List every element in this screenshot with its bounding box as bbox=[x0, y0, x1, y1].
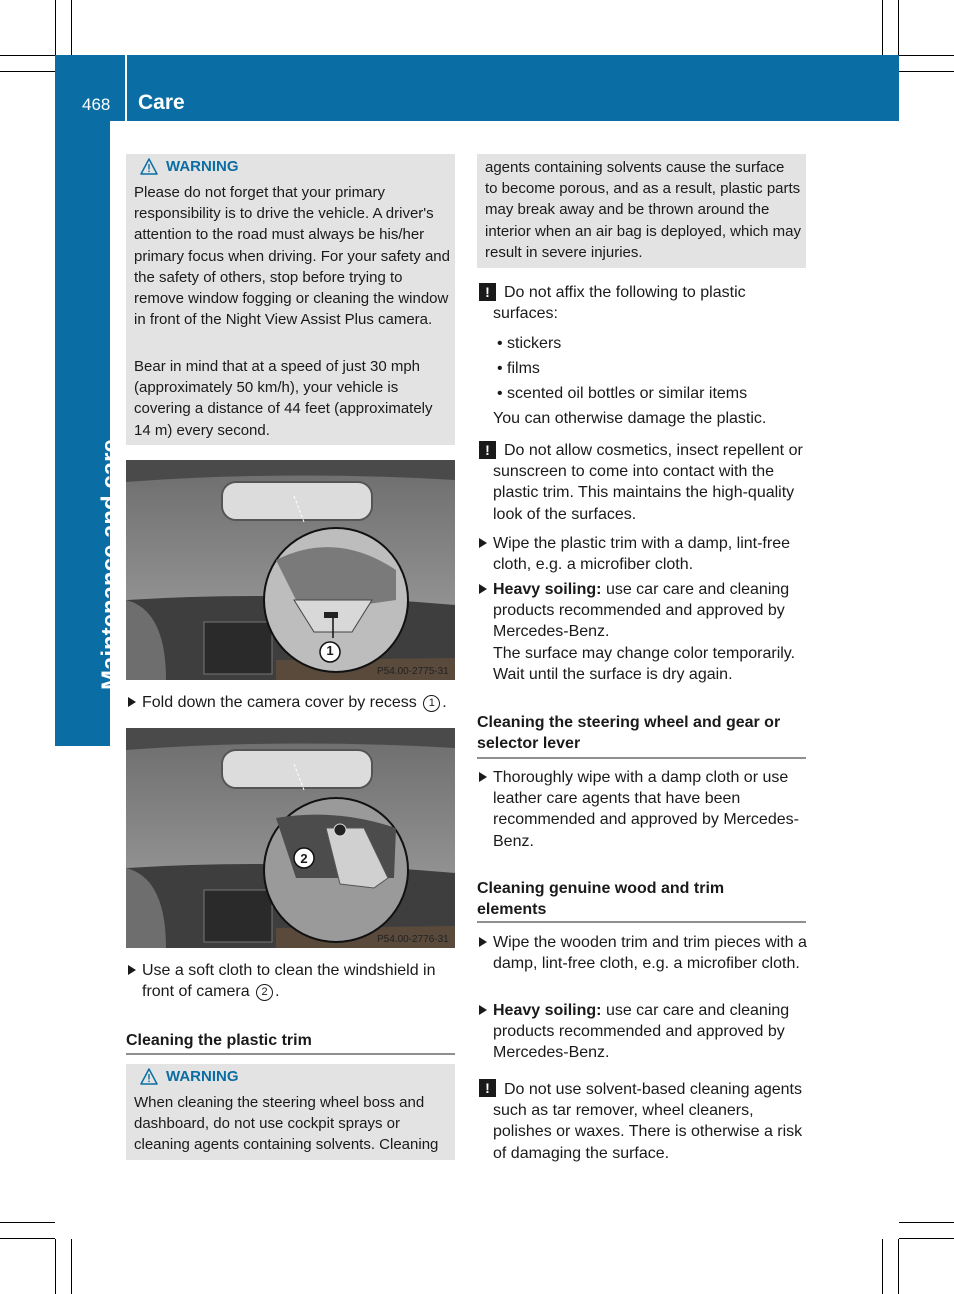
step-arrow-icon bbox=[479, 937, 487, 947]
camera-cover-illustration bbox=[126, 460, 455, 680]
heading-rule bbox=[477, 757, 806, 759]
step-bold-label: Heavy soiling: bbox=[493, 581, 602, 598]
bullet-item: • films bbox=[497, 360, 540, 377]
callout-2: 2 bbox=[300, 851, 308, 866]
warning-label: WARNING bbox=[166, 158, 239, 175]
page-number: 468 bbox=[82, 95, 111, 114]
warning-text: Please do not forget that your primary responsibility is to drive the vehicle. A driver's attention to the road must always be his/her primary focus when driving. For your safety and the safety of others, stop before trying to remove window fogging or cleaning the window in front of the Night View Assist Plus camera. bbox=[134, 184, 450, 329]
step-bold-label: Heavy soiling: bbox=[493, 1002, 602, 1019]
step-arrow-icon bbox=[128, 697, 136, 707]
step-text-part: use car care and cleaning products recommended and approved by Mercedes-Benz. bbox=[493, 581, 790, 641]
header-separator bbox=[125, 55, 127, 121]
warning-heading bbox=[140, 1068, 239, 1085]
step-text bbox=[493, 579, 806, 643]
exclamation-icon: ! bbox=[479, 1079, 496, 1097]
crop-mark bbox=[71, 0, 72, 55]
callout-ref-1: 1 bbox=[423, 695, 440, 712]
bullet-item: • scented oil bottles or similar items bbox=[497, 385, 748, 402]
crop-mark bbox=[0, 55, 55, 56]
windshield-camera-illustration bbox=[126, 728, 455, 948]
side-tab-label: Maintenance and care bbox=[97, 439, 124, 690]
crop-mark bbox=[898, 1239, 899, 1294]
callout-1: 1 bbox=[326, 643, 334, 658]
step-text: Wipe the plastic trim with a damp, lint-free cloth, e.g. a microfiber cloth. bbox=[493, 535, 790, 574]
step-text: Thoroughly wipe with a damp cloth or use leather care agents that have been recommended and approved by Mercedes-Benz. bbox=[493, 769, 799, 850]
section-title: Care bbox=[138, 91, 185, 114]
warning-text: Bear in mind that at a speed of just 30 mph (approximately 50 km/h), your vehicle is covering a distance of 44 feet (approximately 14 m) every second. bbox=[134, 358, 433, 439]
crop-mark bbox=[71, 1239, 72, 1294]
bullet-item-text: stickers bbox=[507, 335, 562, 352]
crop-mark bbox=[55, 1239, 56, 1294]
crop-mark bbox=[882, 1239, 883, 1294]
crop-mark bbox=[899, 71, 954, 72]
bullet-item-text: films bbox=[507, 360, 540, 377]
step-text: Fold down the camera cover by recess 1 . bbox=[142, 694, 447, 711]
warning-text: When cleaning the steering wheel boss and dashboard, do not use cockpit sprays or cleaning agents containing solvents. Cleaning bbox=[134, 1094, 439, 1154]
step-text: Wipe the wooden trim and trim pieces with a damp, lint-free cloth, e.g. a microfiber cloth. bbox=[493, 934, 807, 973]
step-text-part: use car care and cleaning products recommended and approved by Mercedes-Benz. bbox=[493, 1002, 790, 1062]
section-heading: Cleaning the steering wheel and gear or selector lever bbox=[477, 714, 781, 752]
step-arrow-icon bbox=[479, 772, 487, 782]
step-arrow-icon bbox=[479, 584, 487, 594]
bullet-item: • stickers bbox=[497, 335, 562, 352]
crop-mark bbox=[899, 55, 954, 56]
bullet-item-text: scented oil bottles or similar items bbox=[507, 385, 748, 402]
warning-triangle-icon bbox=[140, 1068, 158, 1085]
step-text-fold: Fold down the camera cover by recess bbox=[142, 694, 417, 711]
step-text: The surface may change color temporarily. Wait until the surface is dry again. bbox=[493, 645, 796, 684]
section-heading: Cleaning genuine wood and trim elements bbox=[477, 880, 725, 918]
note-text: Do not allow cosmetics, insect repellent or sunscreen to come into contact with the plastic trim. This maintains the high-quality look of the surfaces. bbox=[493, 442, 803, 523]
warning-text: agents containing solvents cause the surface to become porous, and as a result, plastic parts may break away and be thrown around the interior when an air bag is deployed, which may result in severe injuries. bbox=[485, 159, 802, 261]
section-heading: Cleaning the plastic trim bbox=[126, 1032, 312, 1049]
crop-mark bbox=[899, 1238, 954, 1239]
crop-mark bbox=[882, 0, 883, 55]
step-arrow-icon bbox=[479, 538, 487, 548]
heading-rule bbox=[477, 921, 806, 923]
image-code: P54.00-2776-31 bbox=[377, 934, 449, 945]
crop-mark bbox=[898, 0, 899, 55]
heading-rule bbox=[126, 1053, 455, 1055]
note-text: You can otherwise damage the plastic. bbox=[493, 410, 767, 427]
crop-mark bbox=[55, 0, 56, 55]
crop-mark bbox=[0, 71, 55, 72]
warning-label: WARNING bbox=[166, 1068, 239, 1085]
image-code: P54.00-2775-31 bbox=[377, 666, 449, 677]
crop-mark bbox=[0, 1222, 55, 1223]
exclamation-icon: ! bbox=[479, 441, 496, 459]
step-text bbox=[493, 1000, 806, 1064]
step-arrow-icon bbox=[128, 965, 136, 975]
step-text: Use a soft cloth to clean the windshield in front of camera 2 . bbox=[142, 962, 436, 1001]
step-arrow-icon bbox=[479, 1005, 487, 1015]
crop-mark bbox=[0, 1238, 55, 1239]
callout-ref-2: 2 bbox=[256, 984, 273, 1001]
crop-mark bbox=[899, 1222, 954, 1223]
exclamation-icon: ! bbox=[479, 283, 496, 301]
note-text: Do not affix the following to plastic surfaces: bbox=[493, 284, 746, 323]
warning-triangle-icon bbox=[140, 158, 158, 175]
note-text: Do not use solvent-based cleaning agents such as tar remover, wheel cleaners, polishes or waxes. There is otherwise a risk of damaging the surface. bbox=[493, 1081, 803, 1162]
step-text-clean: Use a soft cloth to clean the windshield in front of camera bbox=[142, 962, 436, 1001]
warning-heading bbox=[140, 158, 239, 175]
